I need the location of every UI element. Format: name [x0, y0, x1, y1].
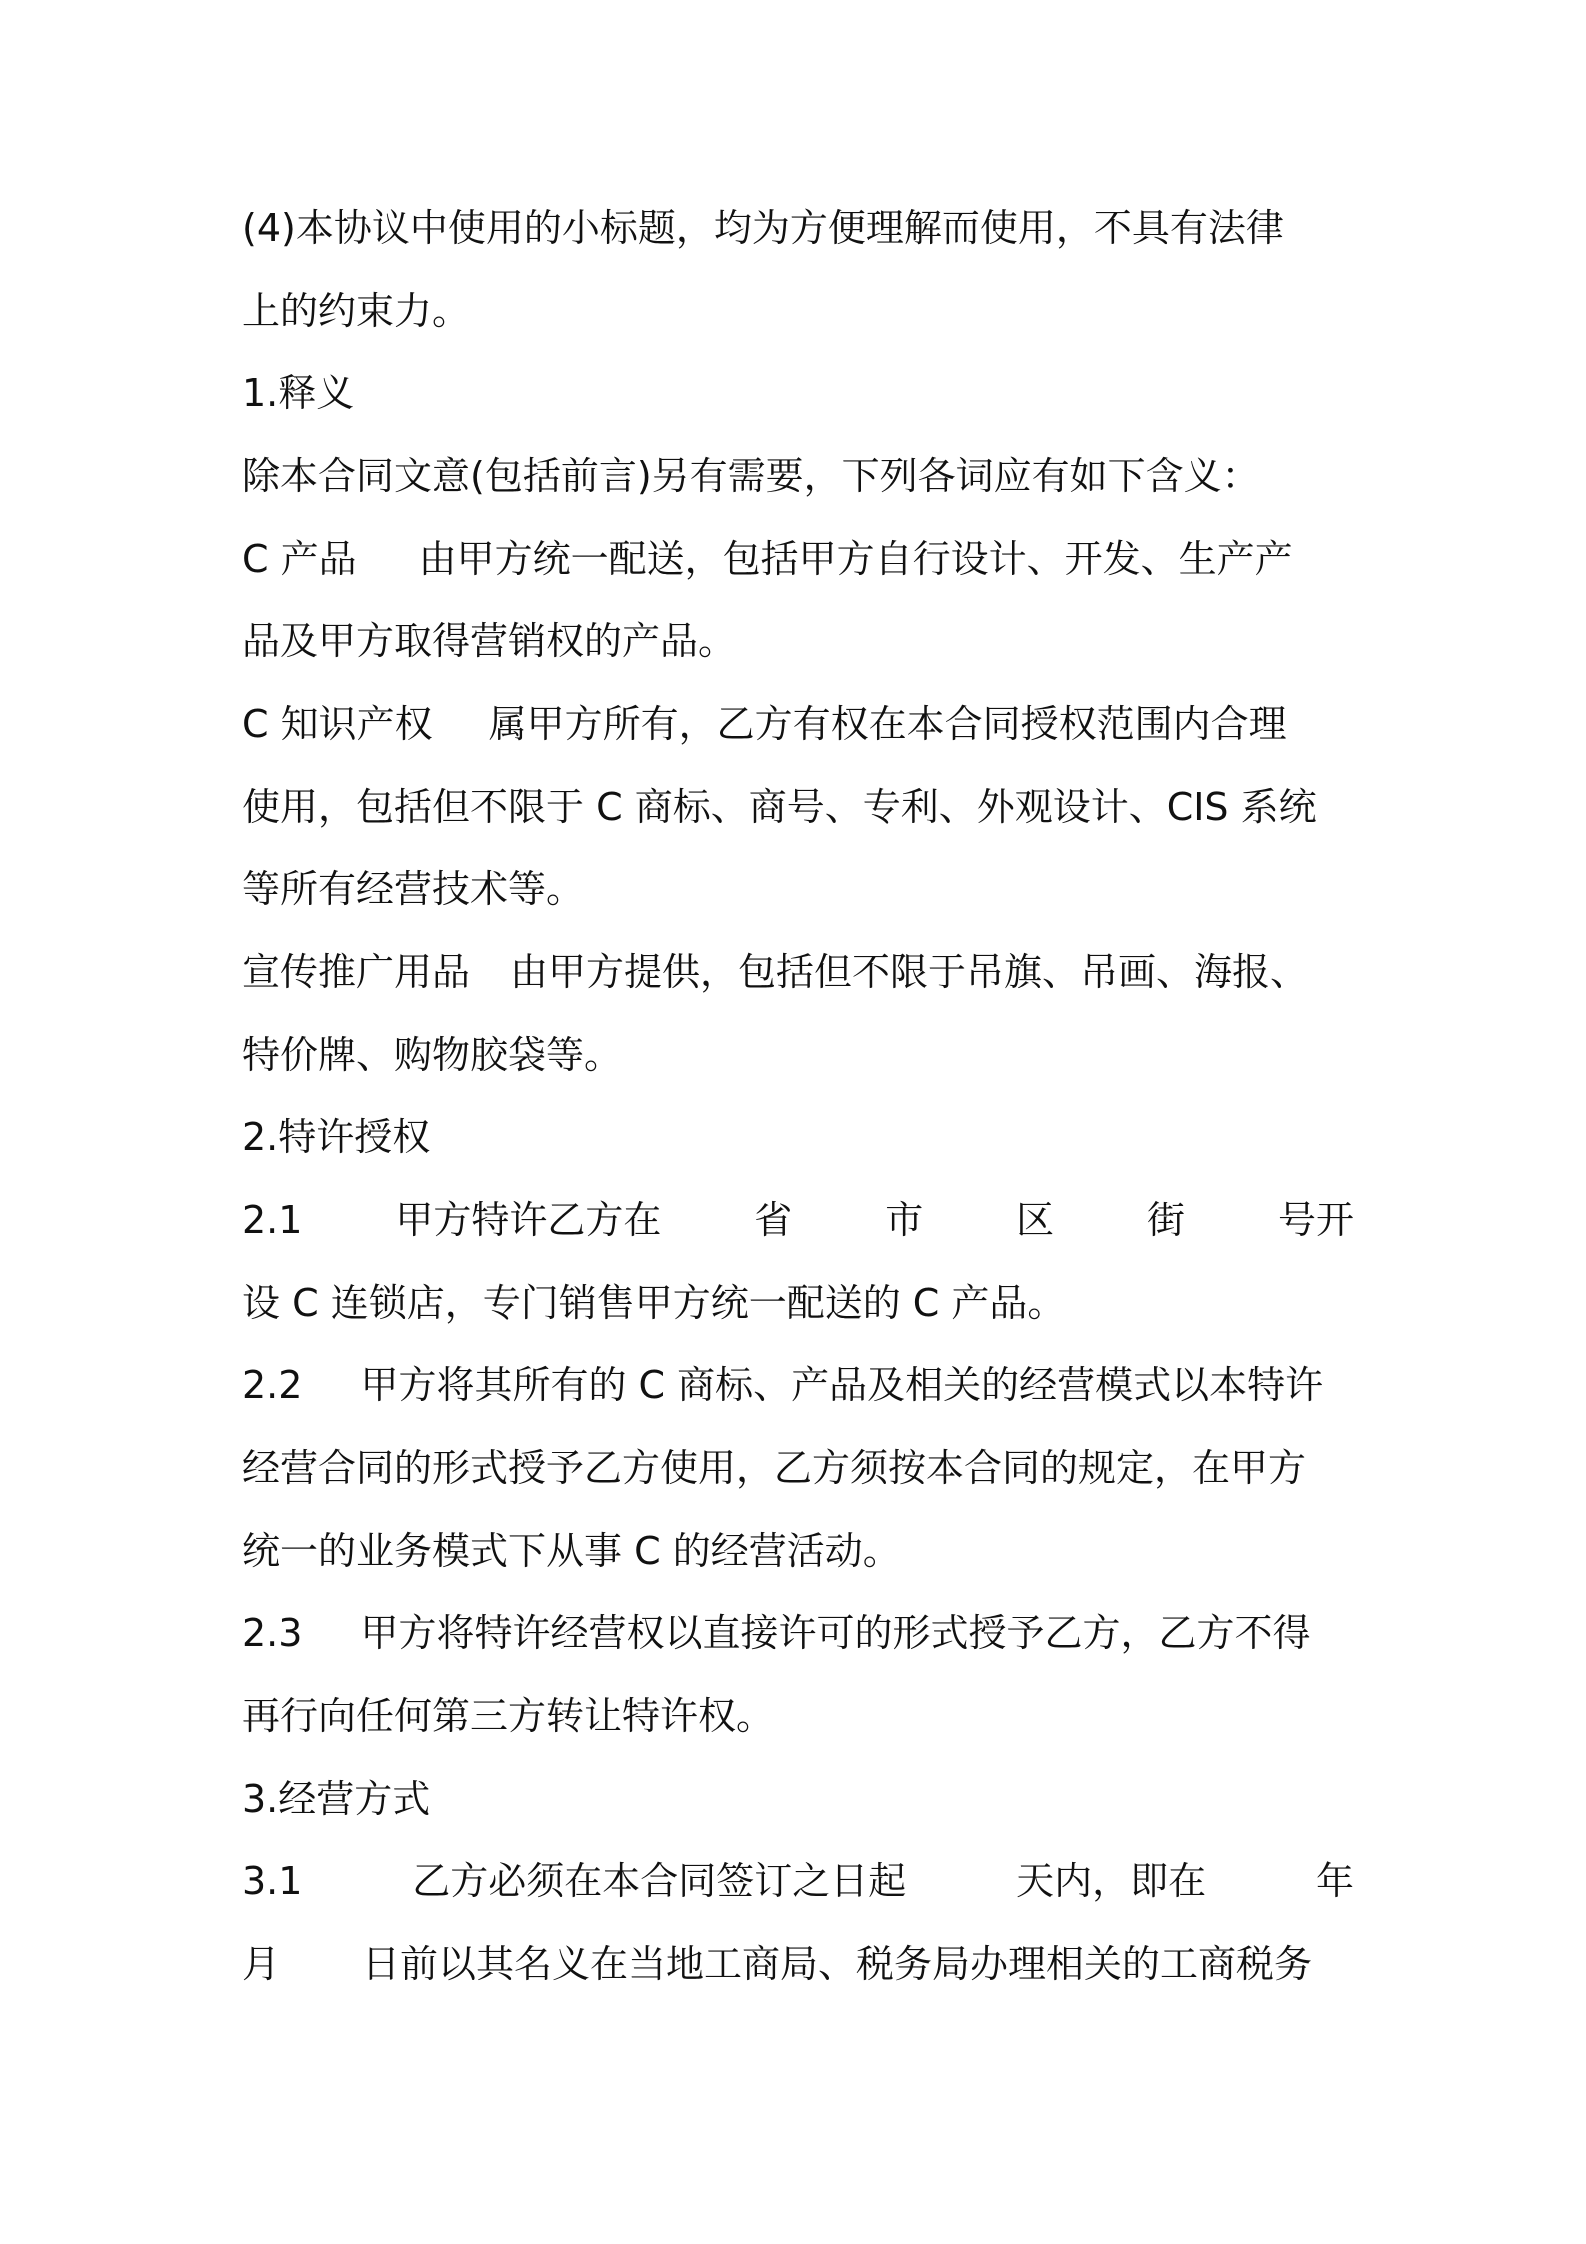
definition-line: [242, 524, 1354, 594]
text-line: [242, 1516, 1354, 1586]
clause-line: [242, 1350, 1354, 1420]
blank-number: 号开: [1277, 1198, 1354, 1242]
clause-number: 3.1: [242, 1859, 303, 1903]
text: 统一的业务模式下从事 C 的经营活动。: [242, 1529, 901, 1573]
clause-text: 甲方特许乙方在: [395, 1198, 662, 1242]
text-line: [242, 854, 1354, 924]
clause-text: 日前以其名义在当地工商局、税务局办理相关的工商税务: [362, 1942, 1313, 1986]
clause-line: [242, 1598, 1354, 1668]
text: (4)本协议中使用的小标题，均为方便理解而使用，不具有法律: [242, 206, 1284, 250]
text-line: [242, 772, 1354, 842]
definition: 由甲方统一配送，包括甲方自行设计、开发、生产产: [418, 537, 1293, 581]
text: 使用，包括但不限于 C 商标、商号、专利、外观设计、CIS 系统: [242, 785, 1317, 829]
blank-province: 省: [754, 1198, 793, 1242]
blank-days: 天内，即在: [1016, 1859, 1207, 1903]
text: 上的约束力。: [242, 289, 471, 333]
clause-number: 2.2: [242, 1363, 303, 1407]
clause-text: 乙方必须在本合同签订之日起: [412, 1859, 907, 1903]
section-heading: [242, 1102, 1354, 1172]
blank-district: 区: [1016, 1198, 1055, 1242]
term: 宣传推广用品: [242, 950, 471, 994]
term: C 知识产权: [242, 702, 433, 746]
text-line: [242, 606, 1354, 676]
section-heading: [242, 358, 1354, 428]
text-line: [242, 193, 1354, 263]
section-heading: [242, 1764, 1354, 1834]
text-line: [242, 1681, 1354, 1751]
text-line: [242, 1433, 1354, 1503]
heading-text: 3.经营方式: [242, 1777, 431, 1821]
text: 品及甲方取得营销权的产品。: [242, 619, 737, 663]
clause-text: 甲方将特许经营权以直接许可的形式授予乙方，乙方不得: [360, 1611, 1311, 1655]
blank-street: 街: [1147, 1198, 1186, 1242]
clause-text: 甲方将其所有的 C 商标、产品及相关的经营模式以本特许: [360, 1363, 1324, 1407]
text: 特价牌、购物胶袋等。: [242, 1033, 623, 1077]
clause-number: 2.3: [242, 1611, 303, 1655]
text-line: [242, 276, 1354, 346]
definition-line: [242, 937, 1354, 1007]
clause-line: [242, 1929, 1354, 1999]
heading-text: 2.特许授权: [242, 1115, 431, 1159]
definition: 由甲方提供，包括但不限于吊旗、吊画、海报、: [510, 950, 1309, 994]
text-line: [242, 1020, 1354, 1090]
text-line: [242, 1268, 1354, 1338]
text-line: [242, 441, 1354, 511]
text: 等所有经营技术等。: [242, 867, 585, 911]
blank-month: 月: [242, 1942, 281, 1986]
term: C 产品: [242, 537, 357, 581]
definition: 属甲方所有，乙方有权在本合同授权范围内合理: [488, 702, 1287, 746]
blank-year: 年: [1315, 1859, 1354, 1903]
blank-city: 市: [885, 1198, 924, 1242]
text: 除本合同文意(包括前言)另有需要，下列各词应有如下含义：: [242, 454, 1260, 498]
clause-number: 2.1: [242, 1198, 303, 1242]
text: 再行向任何第三方转让特许权。: [242, 1694, 775, 1738]
clause-line: [242, 1846, 1354, 1916]
clause-line: [242, 1185, 1354, 1255]
text: 设 C 连锁店，专门销售甲方统一配送的 C 产品。: [242, 1281, 1066, 1325]
text: 经营合同的形式授予乙方使用，乙方须按本合同的规定，在甲方: [242, 1446, 1307, 1490]
definition-line: [242, 689, 1354, 759]
heading-text: 1.释义: [242, 371, 355, 415]
